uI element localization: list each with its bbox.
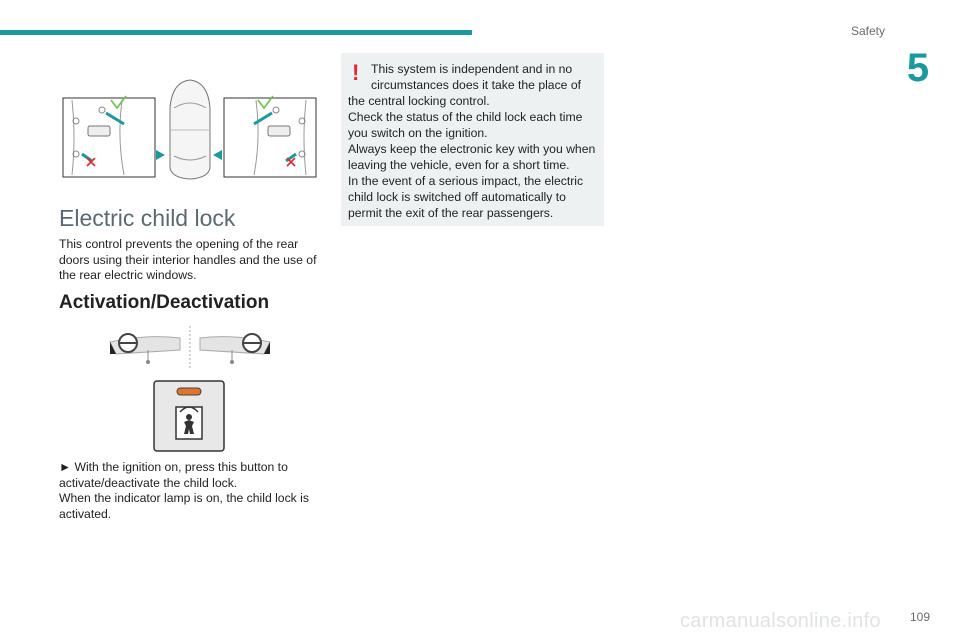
warning-line-1: This system is independent and in no circumstances does it take the place of: [371, 62, 582, 92]
left-door-panel: [63, 96, 155, 177]
intro-paragraph: This control prevents the opening of the rear doors using their interior handles and the use of the rear electric windows.: [59, 237, 317, 283]
chapter-number: 5: [906, 46, 930, 90]
car-top-view: [170, 80, 210, 179]
warning-icon: !: [352, 60, 360, 85]
child-lock-door-illustration: [62, 78, 318, 180]
instruction-note: When the indicator lamp is on, the child lock is activated.: [59, 491, 309, 521]
subheading: Activation/Deactivation: [59, 292, 270, 313]
dashboard-switch-illustration: [108, 324, 272, 370]
right-door-panel: [224, 96, 316, 177]
warning-text: [348, 61, 600, 221]
instruction-bullet: ► With the ignition on, press this button to activate/deactivate the child lock.: [59, 460, 288, 490]
section-title: Safety: [851, 24, 886, 38]
warning-line-2: the central locking control.: [348, 94, 490, 108]
right-hand-drive-dashboard: [200, 334, 270, 364]
arrow-right-icon: [156, 150, 165, 160]
indicator-lamp: [177, 388, 201, 395]
warning-box: [341, 53, 604, 226]
child-lock-icon: [176, 407, 202, 439]
left-hand-drive-dashboard: [110, 334, 180, 364]
instruction-step: [59, 460, 319, 522]
page-number: 109: [910, 610, 931, 624]
child-lock-button-illustration: [153, 380, 225, 452]
page-title: Electric child lock: [59, 205, 236, 231]
warning-line-3: Check the status of the child lock each time you switch on the ignition.: [348, 110, 583, 140]
header-accent-bar: [0, 30, 472, 35]
warning-line-5: In the event of a serious impact, the electric child lock is switched off automatically to permit the exit of the rear passengers.: [348, 174, 584, 220]
warning-line-4: Always keep the electronic key with you when leaving the vehicle, even for a short time.: [348, 142, 596, 172]
arrow-left-icon: [213, 150, 222, 160]
watermark: carmanualsonline.info: [680, 610, 881, 632]
